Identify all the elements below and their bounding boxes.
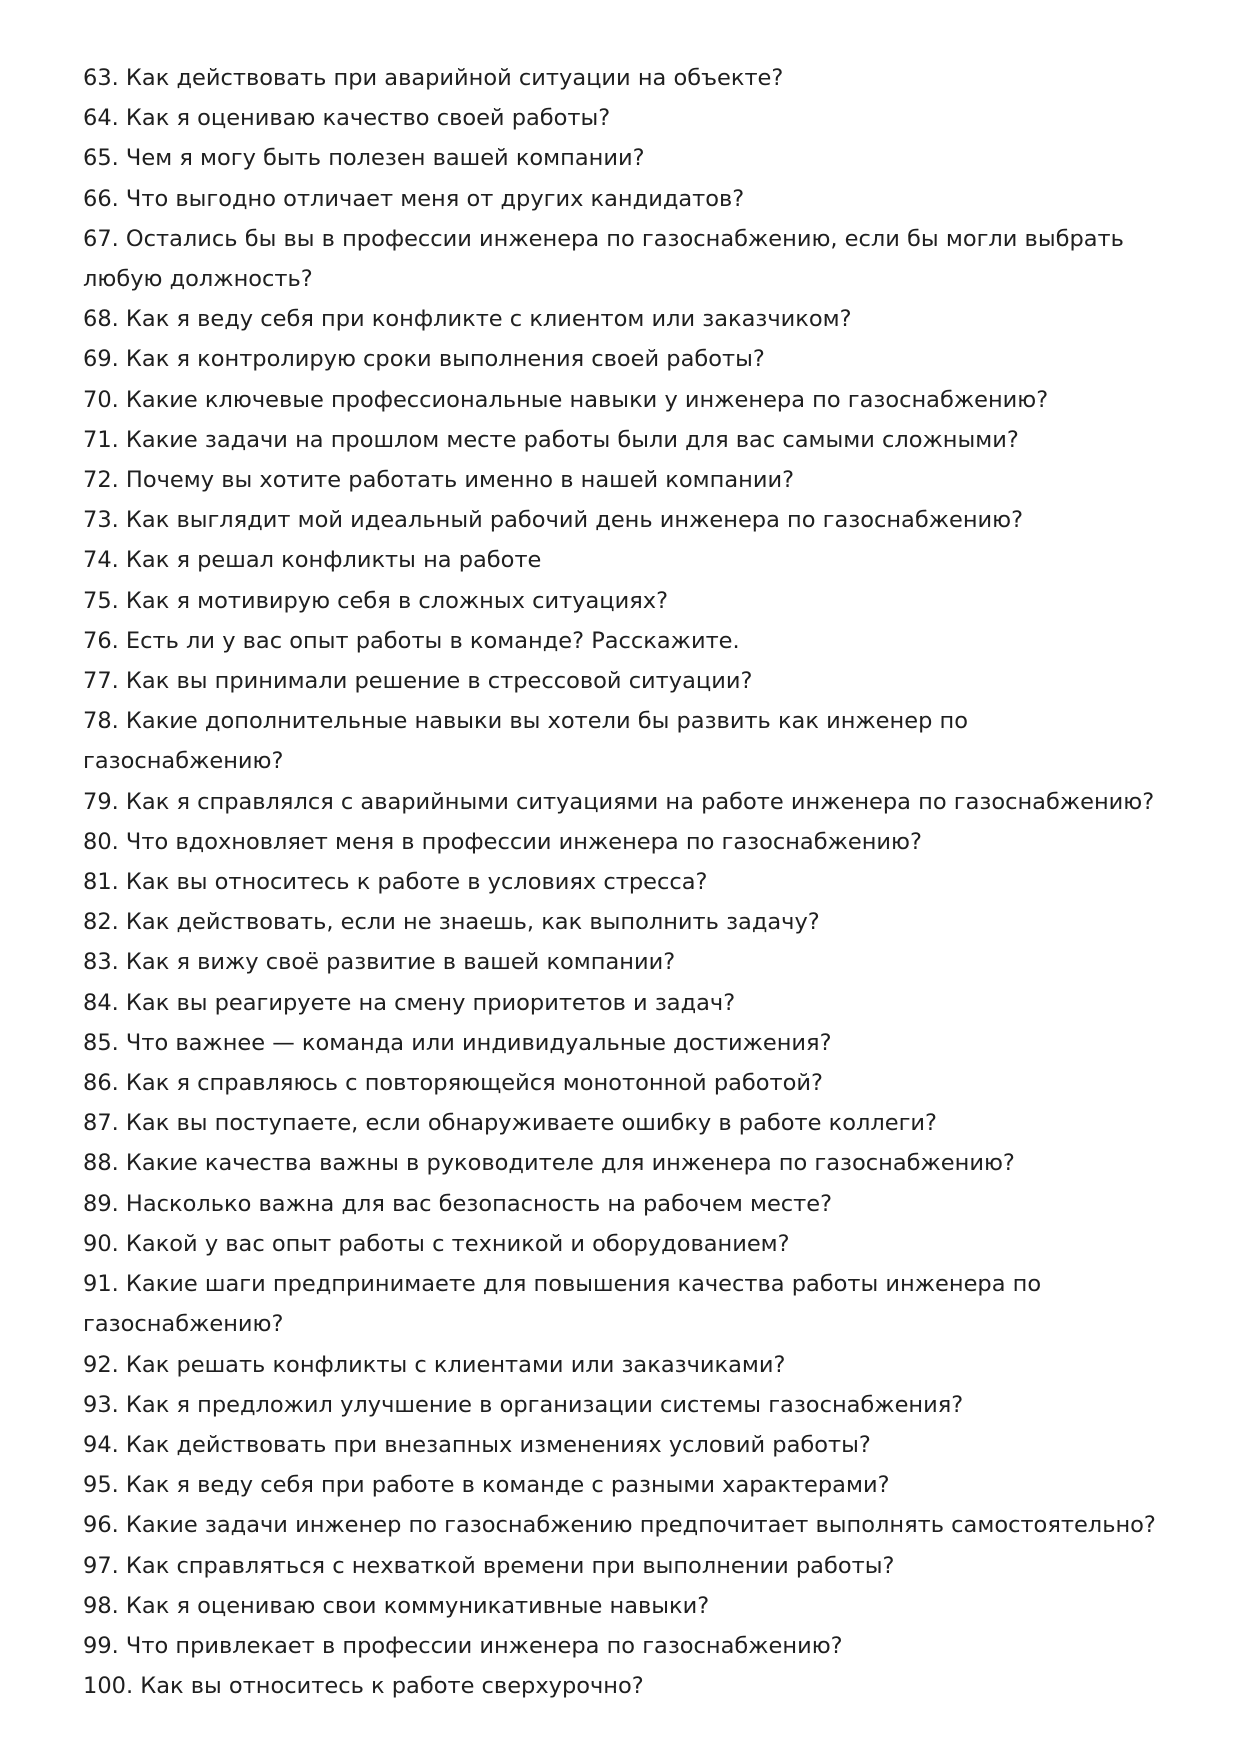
question-86: 86. Как я справляюсь с повторяющейся монотонной работой? bbox=[83, 1070, 823, 1097]
question-99: 99. Что привлекает в профессии инженера по газоснабжению? bbox=[83, 1632, 843, 1659]
question-76: 76. Есть ли у вас опыт работы в команде? Расскажите. bbox=[83, 627, 740, 654]
question-74: 74. Как я решал конфликты на работе bbox=[83, 547, 542, 574]
question-84: 84. Как вы реагируете на смену приоритетов и задач? bbox=[83, 989, 736, 1016]
question-94: 94. Как действовать при внезапных изменениях условий работы? bbox=[83, 1431, 871, 1458]
question-72: 72. Почему вы хотите работать именно в нашей компании? bbox=[83, 467, 795, 494]
question-79: 79. Как я справлялся с аварийными ситуациями на работе инженера по газоснабжению? bbox=[83, 788, 1155, 815]
question-93: 93. Как я предложил улучшение в организации системы газоснабжения? bbox=[83, 1391, 964, 1418]
question-75: 75. Как я мотивирую себя в сложных ситуациях? bbox=[83, 587, 669, 614]
question-85: 85. Что важнее — команда или индивидуальные достижения? bbox=[83, 1029, 832, 1056]
question-95: 95. Как я веду себя при работе в команде с разными характерами? bbox=[83, 1472, 890, 1499]
question-98: 98. Как я оцениваю свои коммуникативные навыки? bbox=[83, 1592, 710, 1619]
question-73: 73. Как выглядит мой идеальный рабочий день инженера по газоснабжению? bbox=[83, 507, 1024, 534]
question-77: 77. Как вы принимали решение в стрессовой ситуации? bbox=[83, 668, 753, 695]
question-100: 100. Как вы относитесь к работе сверхурочно? bbox=[83, 1673, 644, 1700]
question-78: 78. Какие дополнительные навыки вы хотели бы развить как инженер по газоснабжению? bbox=[83, 708, 968, 775]
question-63: 63. Как действовать при аварийной ситуации на объекте? bbox=[83, 65, 784, 91]
question-90: 90. Какой у вас опыт работы с техникой и оборудованием? bbox=[83, 1230, 790, 1257]
question-list bbox=[83, 58, 1163, 1706]
question-66: 66. Что выгодно отличает меня от других кандидатов? bbox=[83, 185, 745, 212]
question-70: 70. Какие ключевые профессиональные навыки у инженера по газоснабжению? bbox=[83, 386, 1049, 413]
question-96: 96. Какие задачи инженер по газоснабжению предпочитает выполнять самостоятельно? bbox=[83, 1512, 1156, 1539]
question-82: 82. Как действовать, если не знаешь, как выполнить задачу? bbox=[83, 909, 820, 936]
question-64: 64. Как я оцениваю качество своей работы? bbox=[83, 105, 611, 132]
question-91: 91. Какие шаги предпринимаете для повышения качества работы инженера по газоснабжению? bbox=[83, 1271, 1042, 1338]
question-71: 71. Какие задачи на прошлом месте работы были для вас самыми сложными? bbox=[83, 426, 1019, 453]
question-69: 69. Как я контролирую сроки выполнения своей работы? bbox=[83, 346, 765, 373]
question-92: 92. Как решать конфликты с клиентами или заказчиками? bbox=[83, 1351, 786, 1378]
question-65: 65. Чем я могу быть полезен вашей компании? bbox=[83, 145, 645, 172]
question-88: 88. Какие качества важны в руководителе для инженера по газоснабжению? bbox=[83, 1150, 1015, 1177]
question-83: 83. Как я вижу своё развитие в вашей компании? bbox=[83, 949, 676, 976]
question-87: 87. Как вы поступаете, если обнаруживаете ошибку в работе коллеги? bbox=[83, 1110, 937, 1137]
question-67: 67. Остались бы вы в профессии инженера по газоснабжению, если бы могли выбрать любую должность? bbox=[83, 225, 1124, 293]
question-80: 80. Что вдохновляет меня в профессии инженера по газоснабжению? bbox=[83, 828, 922, 855]
question-81: 81. Как вы относитесь к работе в условиях стресса? bbox=[83, 869, 708, 896]
question-97: 97. Как справляться с нехваткой времени при выполнении работы? bbox=[83, 1552, 895, 1579]
question-68: 68. Как я веду себя при конфликте с клиентом или заказчиком? bbox=[83, 306, 852, 333]
question-89: 89. Насколько важна для вас безопасность на рабочем месте? bbox=[83, 1190, 833, 1217]
